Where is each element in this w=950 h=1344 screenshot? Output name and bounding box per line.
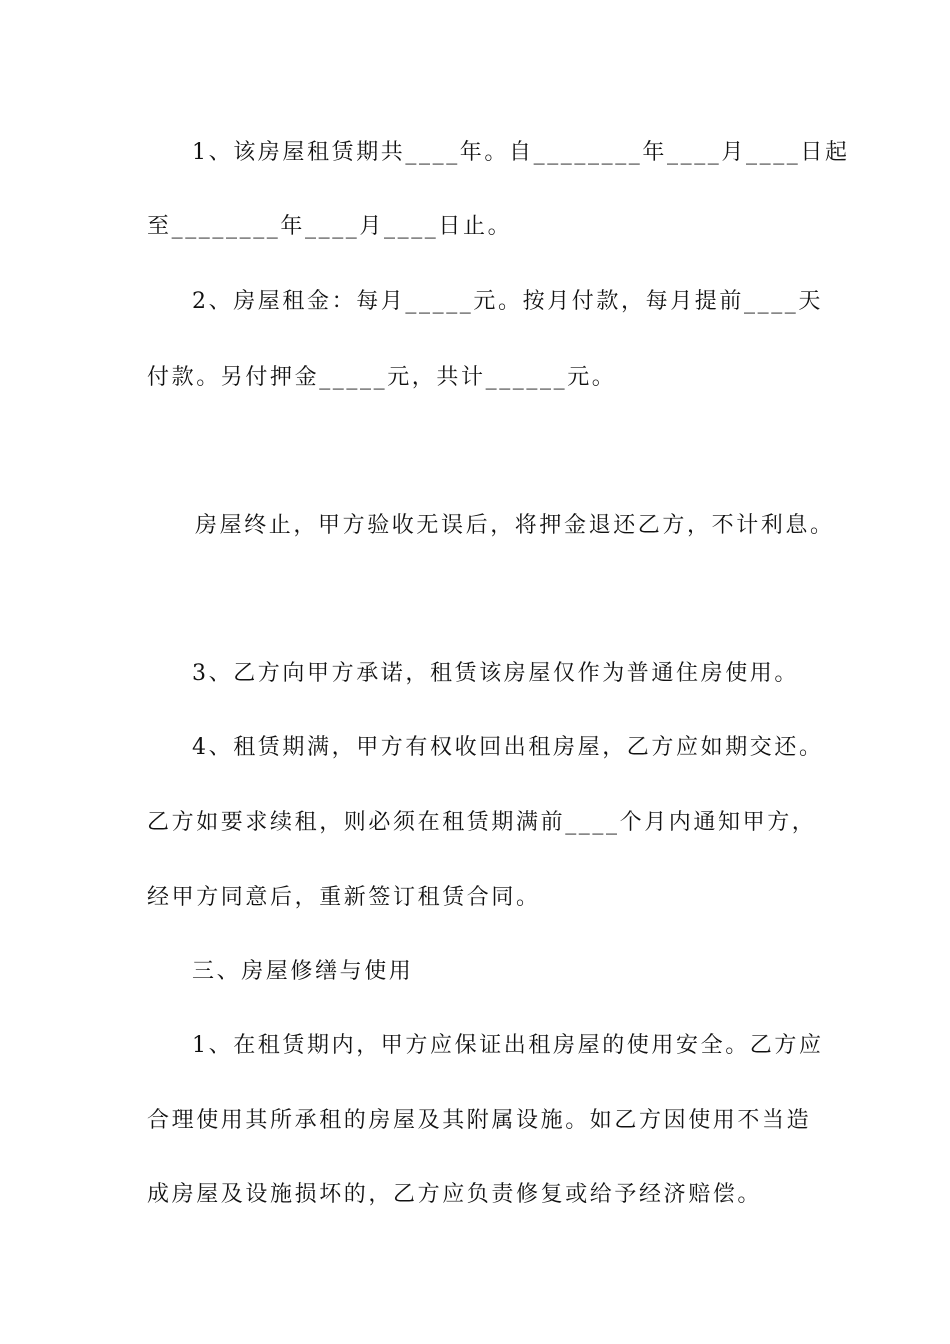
clause-1-line-2: 至________年____月____日止。 <box>147 214 513 239</box>
section-heading: 三、房屋修缮与使用 <box>192 959 414 984</box>
repair-clause-1-line-1: 1、在租赁期内，甲方应保证出租房屋的使用安全。乙方应 <box>192 1033 824 1058</box>
clause-4-line-2: 乙方如要求续租，则必须在租赁期满前____个月内通知甲方， <box>147 810 817 835</box>
clause-1-line-1: 1、该房屋租赁期共____年。自________年____月____日起 <box>192 140 850 165</box>
deposit-refund-line: 房屋终止，甲方验收无误后，将押金退还乙方，不计利息。 <box>195 513 835 538</box>
clause-4-line-3: 经甲方同意后，重新签订租赁合同。 <box>147 885 541 910</box>
clause-2-line-1: 2、房屋租金：每月_____元。按月付款，每月提前____天 <box>192 289 823 314</box>
clause-2-line-2: 付款。另付押金_____元，共计______元。 <box>147 365 617 390</box>
clause-3-line: 3、乙方向甲方承诺，租赁该房屋仅作为普通住房使用。 <box>192 661 799 686</box>
repair-clause-1-line-3: 成房屋及设施损坏的，乙方应负责修复或给予经济赔偿。 <box>147 1182 763 1207</box>
clause-4-line-1: 4、租赁期满，甲方有权收回出租房屋，乙方应如期交还。 <box>192 735 824 760</box>
repair-clause-1-line-2: 合理使用其所承租的房屋及其附属设施。如乙方因使用不当造 <box>147 1108 812 1133</box>
